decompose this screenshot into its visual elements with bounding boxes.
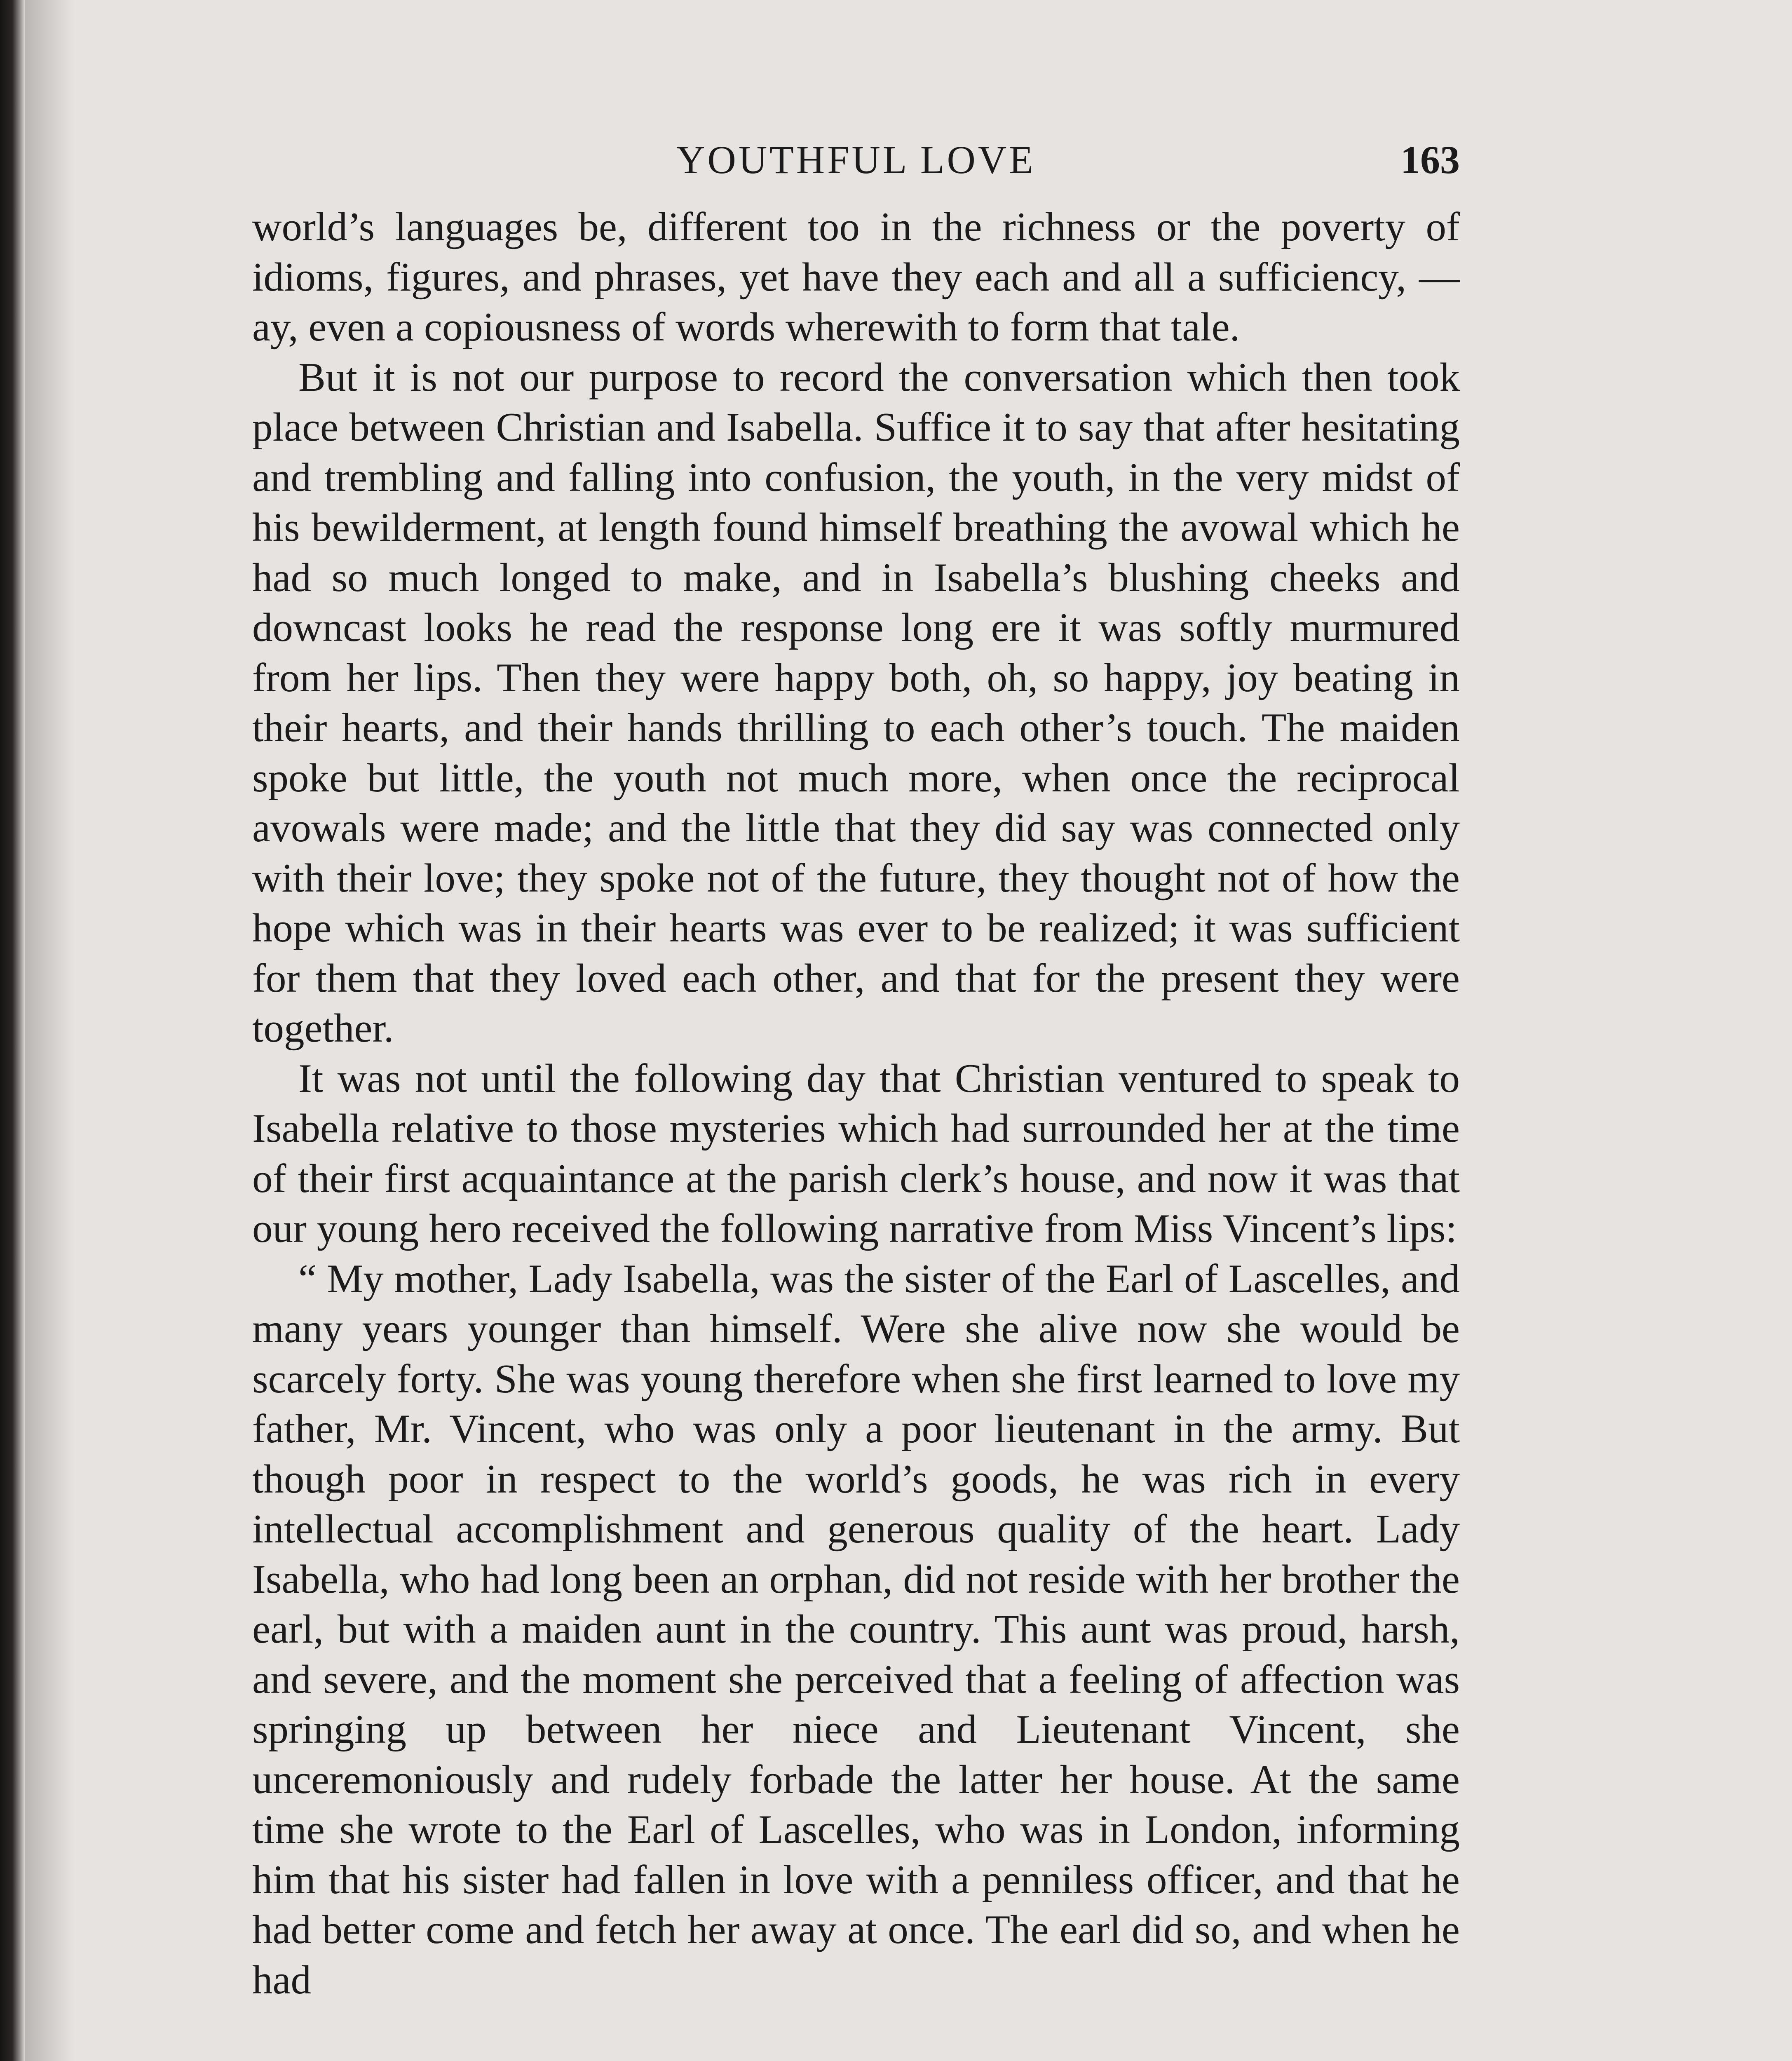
gutter-shadow: [25, 0, 74, 2061]
running-head: [252, 136, 1460, 202]
running-title: YOUTHFUL LOVE: [676, 138, 1036, 182]
paragraph-continued: world’s languages be, different too in the richness or the poverty of idioms, figures, and phrases, yet have they each and all a sufficiency, — ay, even a copiousness of words wherewith to form that tale.: [252, 204, 1460, 350]
book-spine-edge: [0, 0, 25, 2061]
page-number: 163: [1400, 138, 1460, 182]
paragraph: But it is not our purpose to record the conversation which then took place between Christian and Isabella. Suffice it to say that after hesitating and trembling and falling into confusion, the youth, in the very midst of his bewilderment, at length found himself breathing the avowal which he had so much longed to make, and in Isabella’s blushing cheeks and downcast looks he read the response long ere it was softly murmured from her lips. Then they were happy both, oh, so happy, joy beating in their hearts, and their hands thrilling to each other’s touch. The maiden spoke but little, the youth not much more, when once the reciprocal avowals were made; and the little that they did say was connected only with their love; they spoke not of the future, they thought not of how the hope which was in their hearts was ever to be realized; it was sufficient for them that they loved each other, and that for the present they were together.: [252, 354, 1460, 1051]
paragraph: It was not until the following day that Christian ventured to speak to Isabella relative to those mysteries which had surrounded her at the time of their first acquaintance at the parish clerk’s house, and now it was that our young hero received the following narrative from Miss Vincent’s lips:: [252, 1056, 1460, 1251]
book-page: [252, 136, 1460, 2005]
paragraph-quotation: “ My mother, Lady Isabella, was the sister of the Earl of Lascelles, and many years younger than himself. Were she alive now she would be scarcely forty. She was young therefore when she first learned to love my father, Mr. Vincent, who was only a poor lieutenant in the army. But though poor in respect to the world’s goods, he was rich in every intellectual accomplishment and generous quality of the heart. Lady Isabella, who had long been an orphan, did not reside with her brother the earl, but with a maiden aunt in the country. This aunt was proud, harsh, and severe, and the moment she perceived that a feeling of affection was springing up between her niece and Lieutenant Vincent, she unceremoniously and rudely forbade the latter her house. At the same time she wrote to the Earl of Lascelles, who was in London, informing him that his sister had fallen in love with a penniless officer, and that he had better come and fetch her away at once. The earl did so, and when he had: [252, 1256, 1460, 2002]
